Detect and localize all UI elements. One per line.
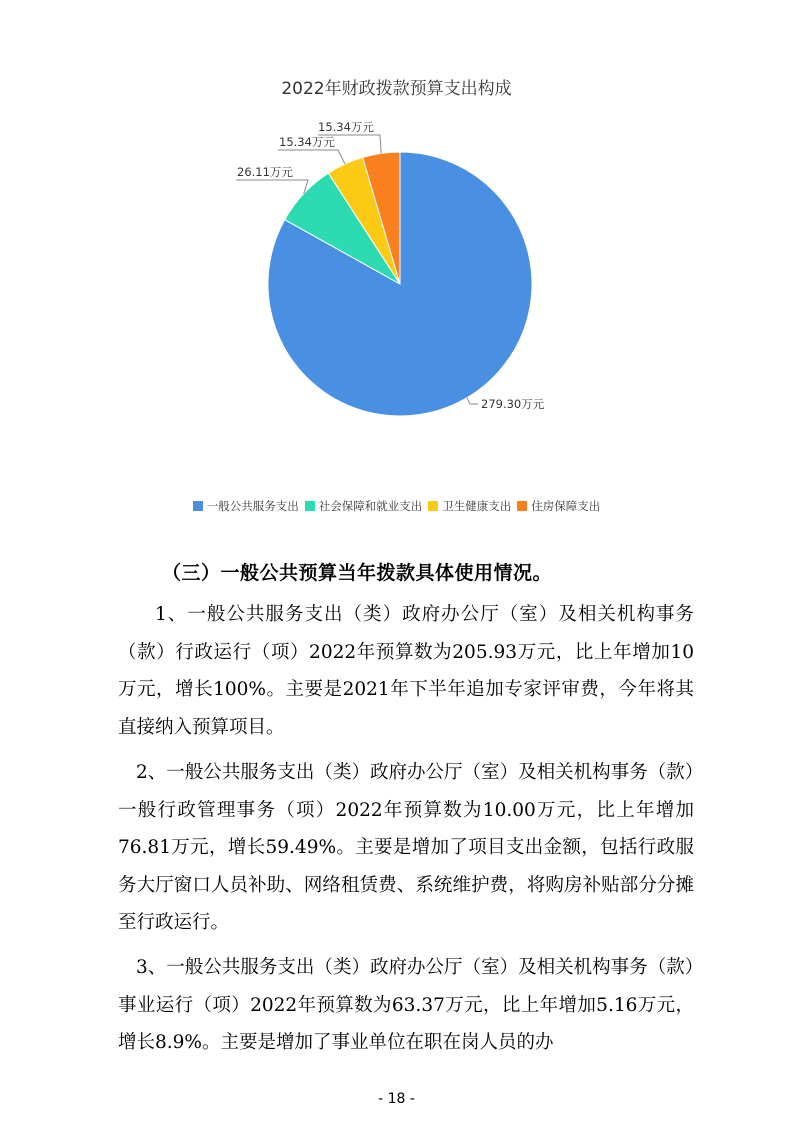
legend-swatch bbox=[305, 501, 315, 511]
data-label: 26.11万元 bbox=[237, 165, 293, 179]
page-number: - 18 - bbox=[378, 1091, 415, 1107]
legend-label: 一般公共服务支出 bbox=[206, 499, 299, 513]
legend-item-general-public-services[interactable] bbox=[193, 498, 299, 514]
data-label: 279.30万元 bbox=[481, 397, 545, 411]
legend-swatch bbox=[517, 501, 527, 511]
section-heading: （三）一般公共预算当年拨款具体使用情况。 bbox=[162, 562, 553, 584]
legend-item-health[interactable] bbox=[428, 498, 511, 514]
pie-chart bbox=[0, 0, 793, 480]
chart-legend bbox=[0, 498, 793, 514]
legend-label: 社会保障和就业支出 bbox=[318, 499, 423, 513]
legend-label: 住房保障支出 bbox=[531, 499, 601, 513]
paragraph-2: 2、一般公共服务支出（类）政府办公厅（室）及相关机构事务（款）一般行政管理事务（项）2022年预算数为10.00万元，比上年增加76.81万元，增长59.49%。主要是增加了项目支出金额，包括行政服务大厅窗口人员补助、网络租赁费、系统维护费，将购房补贴部分分摊至行政运行。 bbox=[118, 762, 694, 933]
paragraph-3: 3、一般公共服务支出（类）政府办公厅（室）及相关机构事务（款）事业运行（项）2022年预算数为63.37万元，比上年增加5.16万元，增长8.9%。主要是增加了事业单位在职在岗人员的办 bbox=[118, 957, 694, 1053]
legend-item-housing[interactable] bbox=[517, 498, 600, 514]
legend-item-social-security[interactable] bbox=[305, 498, 423, 514]
legend-swatch bbox=[193, 501, 203, 511]
label-leader-line bbox=[236, 180, 308, 194]
data-label: 15.34万元 bbox=[279, 135, 335, 149]
paragraph-1: 1、一般公共服务支出（类）政府办公厅（室）及相关机构事务（款）行政运行（项）2022年预算数为205.93万元，比上年增加10万元，增长100%。主要是2021年下半年追加专家评审费，今年将其直接纳入预算项目。 bbox=[118, 604, 694, 738]
legend-label: 卫生健康支出 bbox=[442, 499, 512, 513]
chart-title: 2022年财政拨款预算支出构成 bbox=[281, 79, 512, 99]
label-leader-line bbox=[467, 398, 478, 404]
data-label: 15.34万元 bbox=[318, 120, 374, 134]
label-leader-line bbox=[278, 150, 345, 164]
legend-swatch bbox=[428, 501, 438, 511]
